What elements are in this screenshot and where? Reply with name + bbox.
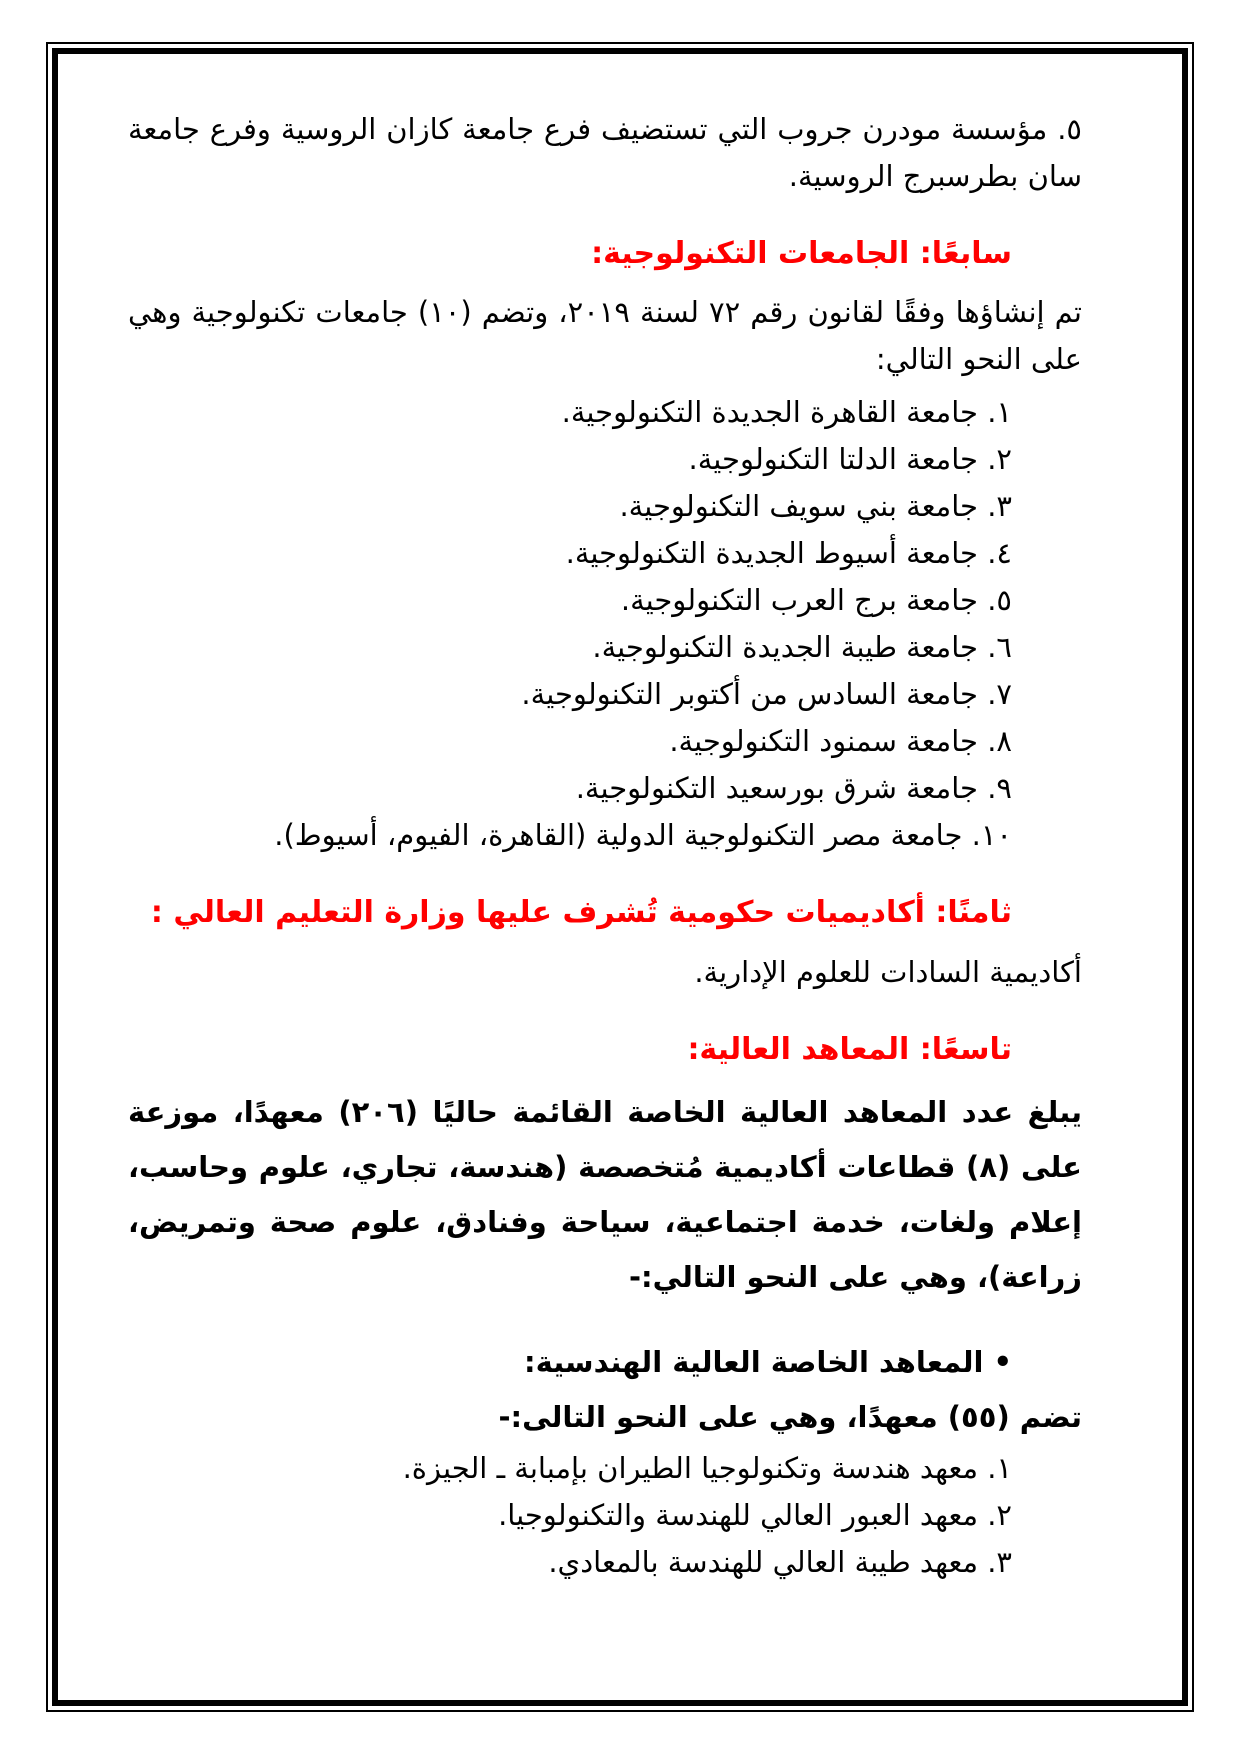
tech-university-item: ٦. جامعة طيبة الجديدة التكنولوجية. [592, 630, 1012, 665]
tech-university-item: ٨. جامعة سمنود التكنولوجية. [669, 724, 1012, 759]
engineering-institutes-subheading-label: المعاهد الخاصة العالية الهندسية: [524, 1345, 984, 1380]
tech-university-item: ٩. جامعة شرق بورسعيد التكنولوجية. [575, 771, 1012, 806]
tech-university-item: ٥. جامعة برج العرب التكنولوجية. [620, 583, 1012, 618]
page-content [52, 48, 1188, 1706]
section-seven-heading: سابعًا: الجامعات التكنولوجية: [591, 235, 1012, 271]
tech-universities-list [128, 389, 1082, 859]
engineering-institute-item: ٣. معهد طيبة العالي للهندسة بالمعادي. [548, 1545, 1012, 1580]
section-eight-heading: ثامنًا: أكاديميات حكومية تُشرف عليها وزارة التعليم العالي : [150, 895, 1012, 931]
higher-institutes-intro: يبلغ عدد المعاهد العالية الخاصة القائمة حاليًا (٢٠٦) معهدًا، موزعة على (٨) قطاعات أكاديمية مُتخصصة (هندسة، تجاري، علوم وحاسب، إعلام ولغات، خدمة اجتماعية، سياحة وفنادق، علوم صحة وتمريض، زراعة)، وهي على النحو التالي:- [128, 1095, 1082, 1295]
engineering-institutes-list [128, 1445, 1082, 1586]
engineering-institutes-subheading [128, 1339, 1012, 1386]
tech-university-item: ٣. جامعة بني سويف التكنولوجية. [619, 489, 1012, 524]
page-border [46, 42, 1194, 1712]
section-nine-heading: تاسعًا: المعاهد العالية: [687, 1031, 1012, 1067]
tech-university-item: ١. جامعة القاهرة الجديدة التكنولوجية. [561, 395, 1012, 430]
sadat-academy-line: أكاديمية السادات للعلوم الإدارية. [694, 954, 1082, 989]
bullet-icon: • [993, 1345, 1012, 1380]
engineering-institute-item: ٢. معهد العبور العالي للهندسة والتكنولوجيا. [498, 1498, 1012, 1533]
tech-university-item: ١٠. جامعة مصر التكنولوجية الدولية (القاهرة، الفيوم، أسيوط). [274, 818, 1012, 853]
tech-university-item: ٧. جامعة السادس من أكتوبر التكنولوجية. [521, 677, 1012, 712]
tech-university-item: ٤. جامعة أسيوط الجديدة التكنولوجية. [565, 536, 1012, 571]
tech-university-item: ٢. جامعة الدلتا التكنولوجية. [688, 442, 1012, 477]
tech-universities-intro: تم إنشاؤها وفقًا لقانون رقم ٧٢ لسنة ٢٠١٩، وتضم (١٠) جامعات تكنولوجية وهي على النحو التالي: [128, 295, 1082, 377]
engineering-institute-item: ١. معهد هندسة وتكنولوجيا الطيران بإمبابة ـ الجيزة. [402, 1451, 1012, 1486]
modern-group-paragraph: ٥. مؤسسة مودرن جروب التي تستضيف فرع جامعة كازان الروسية وفرع جامعة سان بطرسبرج الروسية. [128, 112, 1082, 193]
engineering-institutes-count: تضم (٥٥) معهدًا، وهي على النحو التالى:- [498, 1400, 1082, 1435]
